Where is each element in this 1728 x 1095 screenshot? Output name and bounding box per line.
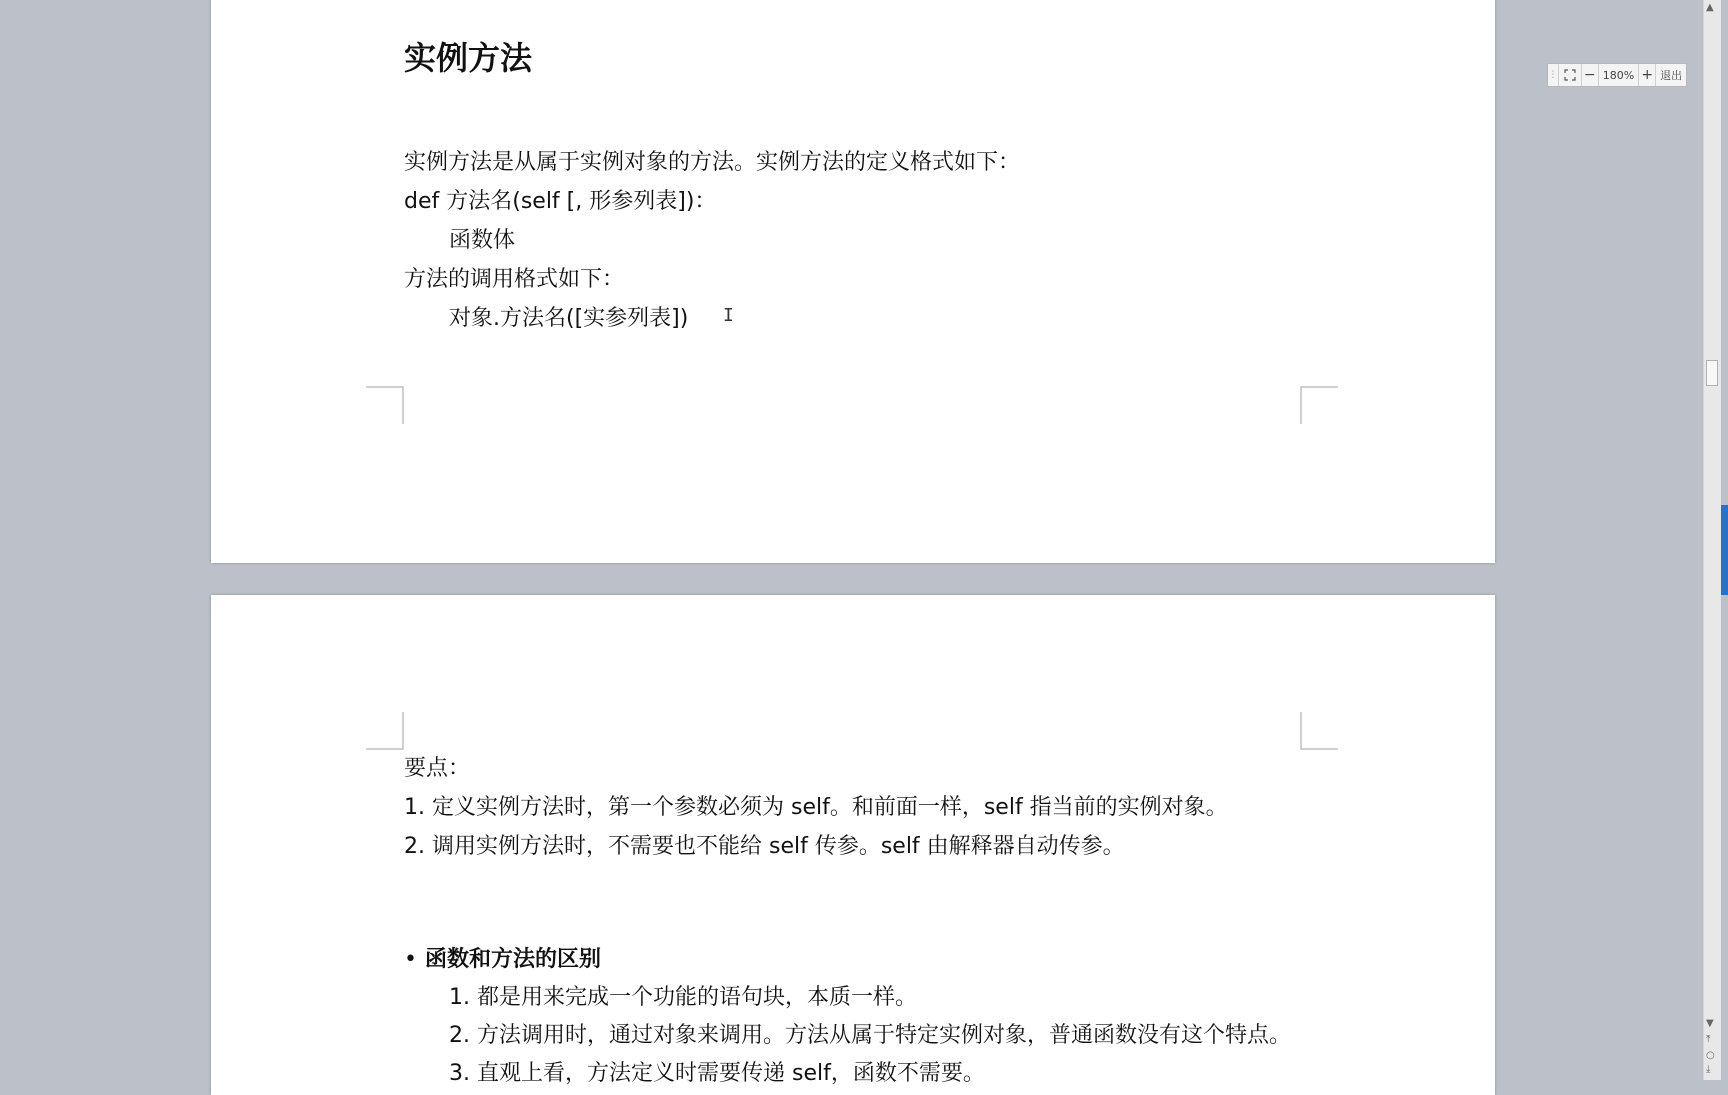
text-cursor-icon: Ι <box>723 305 734 326</box>
zoom-toolbar <box>1547 63 1687 87</box>
page-heading: 实例方法 <box>404 39 533 77</box>
margin-corner-mark <box>1300 386 1338 424</box>
zoom-in-button[interactable]: + <box>1639 64 1656 86</box>
margin-corner-mark <box>366 712 404 750</box>
scroll-up-icon[interactable]: ▲ <box>1706 2 1714 13</box>
vertical-scrollbar[interactable] <box>1703 0 1721 1080</box>
margin-corner-mark <box>366 386 404 424</box>
exit-button[interactable]: 退出 <box>1660 69 1683 82</box>
code-call-line: 对象.方法名([实参列表]) <box>449 306 689 331</box>
zoom-out-button[interactable]: − <box>1582 64 1599 86</box>
zoom-level: 180% <box>1599 64 1640 86</box>
document-page-2 <box>211 595 1495 1095</box>
key-point-2: 2. 调用实例方法时，不需要也不能给 self 传参。self 由解释器自动传参。 <box>404 834 1125 859</box>
document-page-1 <box>211 0 1495 563</box>
code-def-line: def 方法名(self [, 形参列表])： <box>404 189 717 214</box>
difference-item-2: 2. 方法调用时，通过对象来调用。方法从属于特定实例对象，普通函数没有这个特点。 <box>449 1023 1291 1048</box>
body-line-1: 实例方法是从属于实例对象的方法。实例方法的定义格式如下： <box>404 150 1021 175</box>
next-page-icon[interactable]: ⤓ <box>1706 1064 1711 1075</box>
fit-page-button[interactable] <box>1559 64 1582 86</box>
key-points-label: 要点： <box>404 756 471 781</box>
section-title: 函数和方法的区别 <box>425 947 602 972</box>
difference-item-3: 3. 直观上看，方法定义时需要传递 self，函数不需要。 <box>449 1061 985 1086</box>
scroll-down-icon[interactable]: ▼ <box>1706 1018 1714 1029</box>
side-panel-tab[interactable] <box>1721 505 1728 595</box>
difference-item-1: 1. 都是用来完成一个功能的语句块，本质一样。 <box>449 985 917 1010</box>
margin-corner-mark <box>1300 712 1338 750</box>
code-body-line: 函数体 <box>449 228 516 253</box>
key-point-1: 1. 定义实例方法时，第一个参数必须为 self。和前面一样，self 指当前的实例对象。 <box>404 795 1228 820</box>
body-line-call-format: 方法的调用格式如下： <box>404 267 625 292</box>
drag-handle-icon[interactable]: ⋮ <box>1548 64 1559 86</box>
previous-page-icon[interactable]: ⤒ <box>1706 1034 1711 1045</box>
fit-icon <box>1564 69 1576 81</box>
select-browse-object-icon[interactable]: ○ <box>1706 1050 1715 1061</box>
bullet-icon: • <box>404 947 417 972</box>
scrollbar-thumb[interactable] <box>1706 360 1718 386</box>
